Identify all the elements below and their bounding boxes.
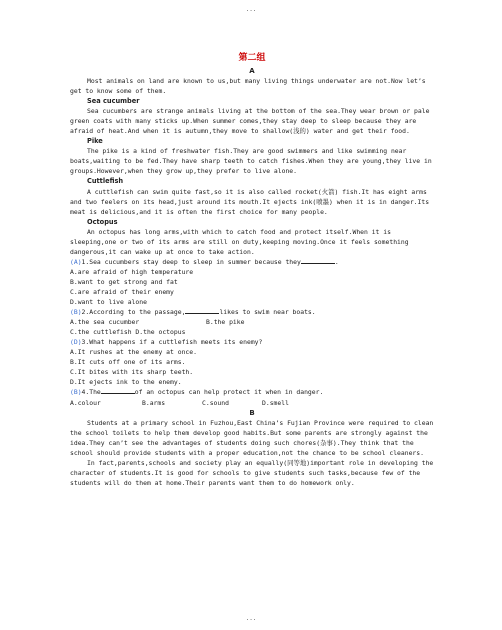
paragraph-octopus: An octopus has long arms,with which to catch food and protect itself.When it is sleeping,one or two of its arms are still on duty,keeping moving.Once it feels something dangerous,it can wake up at once to take action.	[70, 227, 409, 256]
option-1c: C.are afraid of their enemy	[70, 287, 174, 296]
answer-blank	[101, 387, 135, 394]
section-a-label: A	[249, 67, 255, 75]
question-2-end: likes to swim near boats.	[219, 308, 316, 317]
answer-blank	[301, 257, 335, 264]
options-4	[70, 398, 434, 408]
intro-paragraph: Most animals on land are known to us,but many living things underwater are not.Now let’s get to know some of them.	[70, 77, 426, 96]
question-3	[70, 337, 434, 347]
answer-2: (B)	[70, 308, 82, 317]
answer-blank	[185, 307, 219, 314]
option-3a: A.It rushes at the enemy at once.	[70, 348, 197, 357]
option-1b: B.want to get strong and fat	[70, 277, 178, 286]
section-b-paragraph-1: Students at a primary school in Fuzhou,East China’s Fujian Province were required to clean the school toilets to help them develop good habits.But some parents are strongly against the idea.They can’t see the advantages of students doing such chores(杂事).They think that the school should provide students with a proper education,not the chance to be school cleaners.	[70, 418, 434, 457]
question-2	[70, 307, 434, 317]
document-page	[70, 52, 434, 488]
question-1	[70, 257, 434, 267]
answer-1: (A)	[70, 257, 82, 266]
options-2cd: C.the cuttlefish D.the octopus	[70, 328, 186, 337]
option-3d: D.It ejects ink to the enemy.	[70, 378, 182, 387]
question-2-text: 2.According to the passage,	[81, 308, 186, 317]
option-3b: B.It cuts off one of its arms.	[70, 358, 186, 367]
subheading-pike: Pike	[87, 137, 103, 146]
question-4	[70, 387, 434, 397]
option-1a: A.are afraid of high temperature	[70, 267, 194, 276]
section-b-label: B	[249, 408, 255, 417]
options-2ab	[70, 317, 434, 327]
page-title: 第二组	[238, 53, 266, 63]
option-4c: C.sound	[202, 398, 229, 407]
option-4d: D.smell	[262, 398, 289, 407]
question-1-end: .	[334, 257, 339, 266]
header-dots: ...	[245, 6, 257, 13]
paragraph-sea-cucumber: Sea cucumbers are strange animals living at the bottom of the sea.They wear brown or pale green coats with many sticks up.When summer comes,they stay deep to sleep because they are afraid of heat.And when it is autumn,they move to shallow(浅的) water and get their food.	[70, 107, 430, 136]
question-1-text: 1.Sea cucumbers stay deep to sleep in summer because they	[81, 257, 301, 266]
option-3c: C.It bites with its sharp teeth.	[70, 368, 194, 377]
subheading-sea-cucumber: Sea cucumber	[87, 97, 140, 106]
question-4-text: 4.The	[81, 388, 101, 397]
answer-4: (B)	[70, 388, 82, 397]
question-3-text: 3.What happens if a cuttlefish meets its enemy?	[81, 338, 263, 347]
paragraph-cuttlefish: A cuttlefish can swim quite fast,so it is also called rocket(火箭) fish.It has eight arms and two feelers on its head,just around its mouth.It ejects ink(喷墨) when it is in danger.Its meat is delicious,and it is often the first choice for many people.	[70, 187, 430, 216]
section-b-paragraph-2: In fact,parents,schools and society play an equally(同等地)important role in developing the character of students.It is good for schools to give students such tasks,because few of the students will do them at home.Their parents want them to do homework only.	[70, 458, 434, 487]
option-1d: D.want to live alone	[70, 298, 147, 307]
question-4-end: of an octopus can help protect it when in danger.	[134, 388, 324, 397]
subheading-octopus: Octopus	[87, 217, 118, 226]
footer-dots: ...	[245, 615, 257, 622]
answer-3: (D)	[70, 338, 82, 347]
option-4a: A.colour	[70, 398, 101, 407]
option-4b: B.arms	[142, 398, 166, 407]
option-2a: A.the sea cucumber	[70, 318, 140, 327]
subheading-cuttlefish: Cuttlefish	[87, 177, 124, 186]
option-2b: B.the pike	[206, 318, 245, 327]
paragraph-pike: The pike is a kind of freshwater fish.They are good swimmers and like swimming near boats,waiting to be fed.They have sharp teeth to catch fishes.When they are young,they live in groups.However,when they grow up,they prefer to live alone.	[70, 147, 432, 176]
